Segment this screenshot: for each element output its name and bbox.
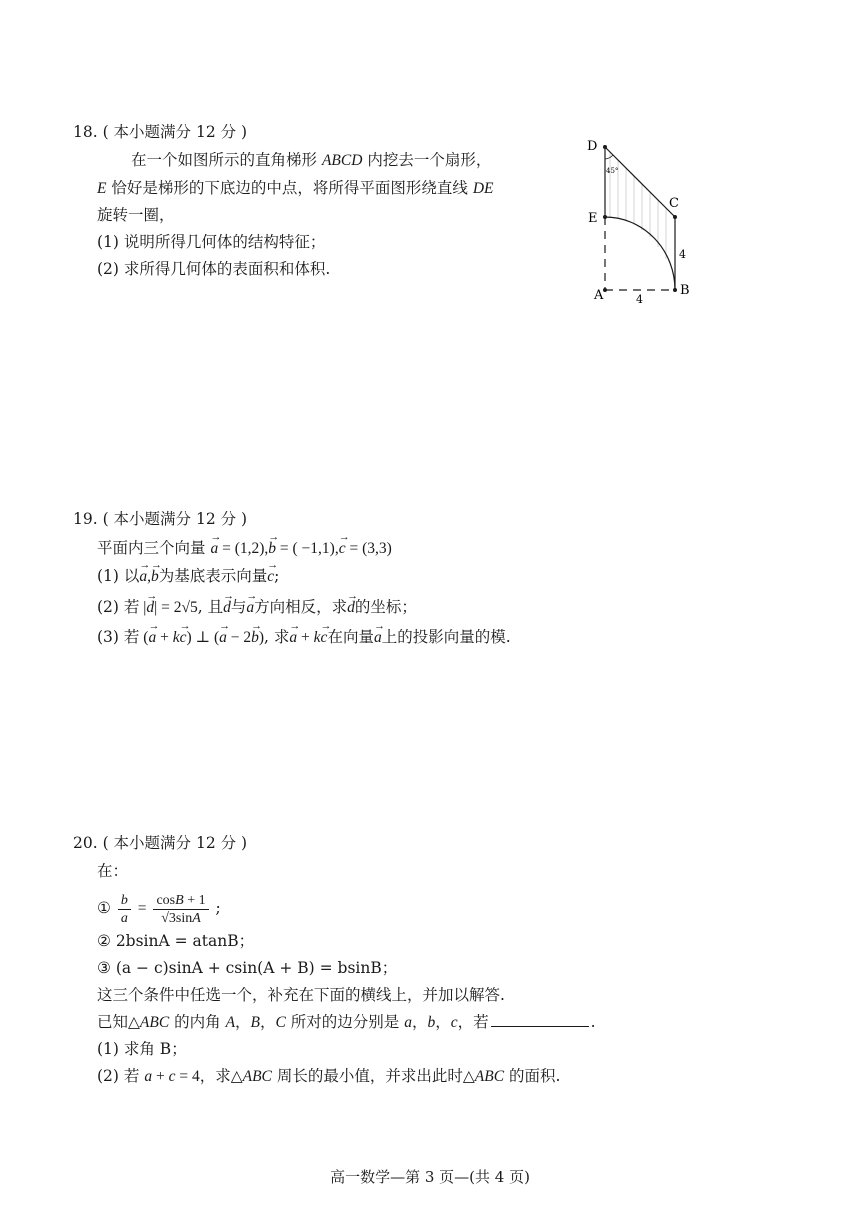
q18-part-1: (1) 说明所得几何体的结构特征； — [97, 233, 326, 251]
label-side-ab: 4 — [636, 293, 643, 306]
q18-line-1: 在一个如图所示的直角梯形 ABCD 内挖去一个扇形， — [131, 151, 492, 169]
label-d: D — [587, 139, 598, 154]
angle-mark — [605, 155, 613, 159]
q19-part-2: (2) 若 |d →| = 2√5, 且d →与a →方向相反，求d →的坐标； — [97, 597, 417, 618]
answer-blank[interactable] — [491, 1012, 589, 1027]
label-side-bc: 4 — [679, 248, 686, 261]
q20-given: 已知△ABC 的内角 A，B，C 所对的边分别是 a，b，c，若 . — [97, 1013, 596, 1031]
q20-part-2: (2) 若 a + c = 4，求△ABC 周长的最小值，并求出此时△ABC 的面积. — [97, 1067, 561, 1085]
q19-line-1: 平面内三个向量 a → = (1,2),b → = ( −1,1),c → = (3,3) — [97, 538, 392, 559]
q18-line-3: 旋转一圈， — [97, 206, 175, 224]
label-angle: 45° — [606, 167, 619, 175]
q20-intro: 在： — [97, 862, 129, 880]
label-e: E — [588, 211, 598, 226]
q18-header: 18. ( 本小题满分 12 分 ) — [73, 123, 248, 141]
label-b: B — [680, 283, 690, 298]
q20-part-1: (1) 求角 B； — [97, 1040, 187, 1058]
q19-header: 19. ( 本小题满分 12 分 ) — [73, 510, 248, 528]
q20-condition-3: ③ (a − c)sinA + csin(A + B) = bsinB； — [97, 959, 398, 977]
q19-part-1: (1) 以a →,b →为基底表示向量c →; — [97, 566, 279, 587]
label-c: C — [669, 196, 679, 211]
q20-condition-2: ② 2bsinA = atanB； — [97, 932, 255, 950]
label-a: A — [594, 288, 604, 303]
q20-condition-1: ① $\frac{b}{a}$ = $\frac{\cos B + 1}{√3\sin A}$ ; — [97, 892, 221, 926]
q18-part-2: (2) 求所得几何体的表面积和体积. — [97, 260, 331, 278]
q19-part-3: (3) 若 (a → + kc →) ⊥ (a → − 2b →), 求a → + kc →在向量a →上的投影向量的模. — [97, 627, 511, 648]
sector-arc — [605, 217, 675, 290]
trapezoid-figure — [578, 135, 718, 315]
page-footer: 高一数学—第 3 页—(共 4 页) — [330, 1168, 530, 1186]
q20-choose: 这三个条件中任选一个，补充在下面的横线上，并加以解答. — [97, 986, 505, 1004]
side-dc — [605, 147, 675, 217]
q20-header: 20. ( 本小题满分 12 分 ) — [73, 834, 248, 852]
q18-line-2: E 恰好是梯形的下底边的中点，将所得平面图形绕直线 DE — [97, 179, 494, 197]
